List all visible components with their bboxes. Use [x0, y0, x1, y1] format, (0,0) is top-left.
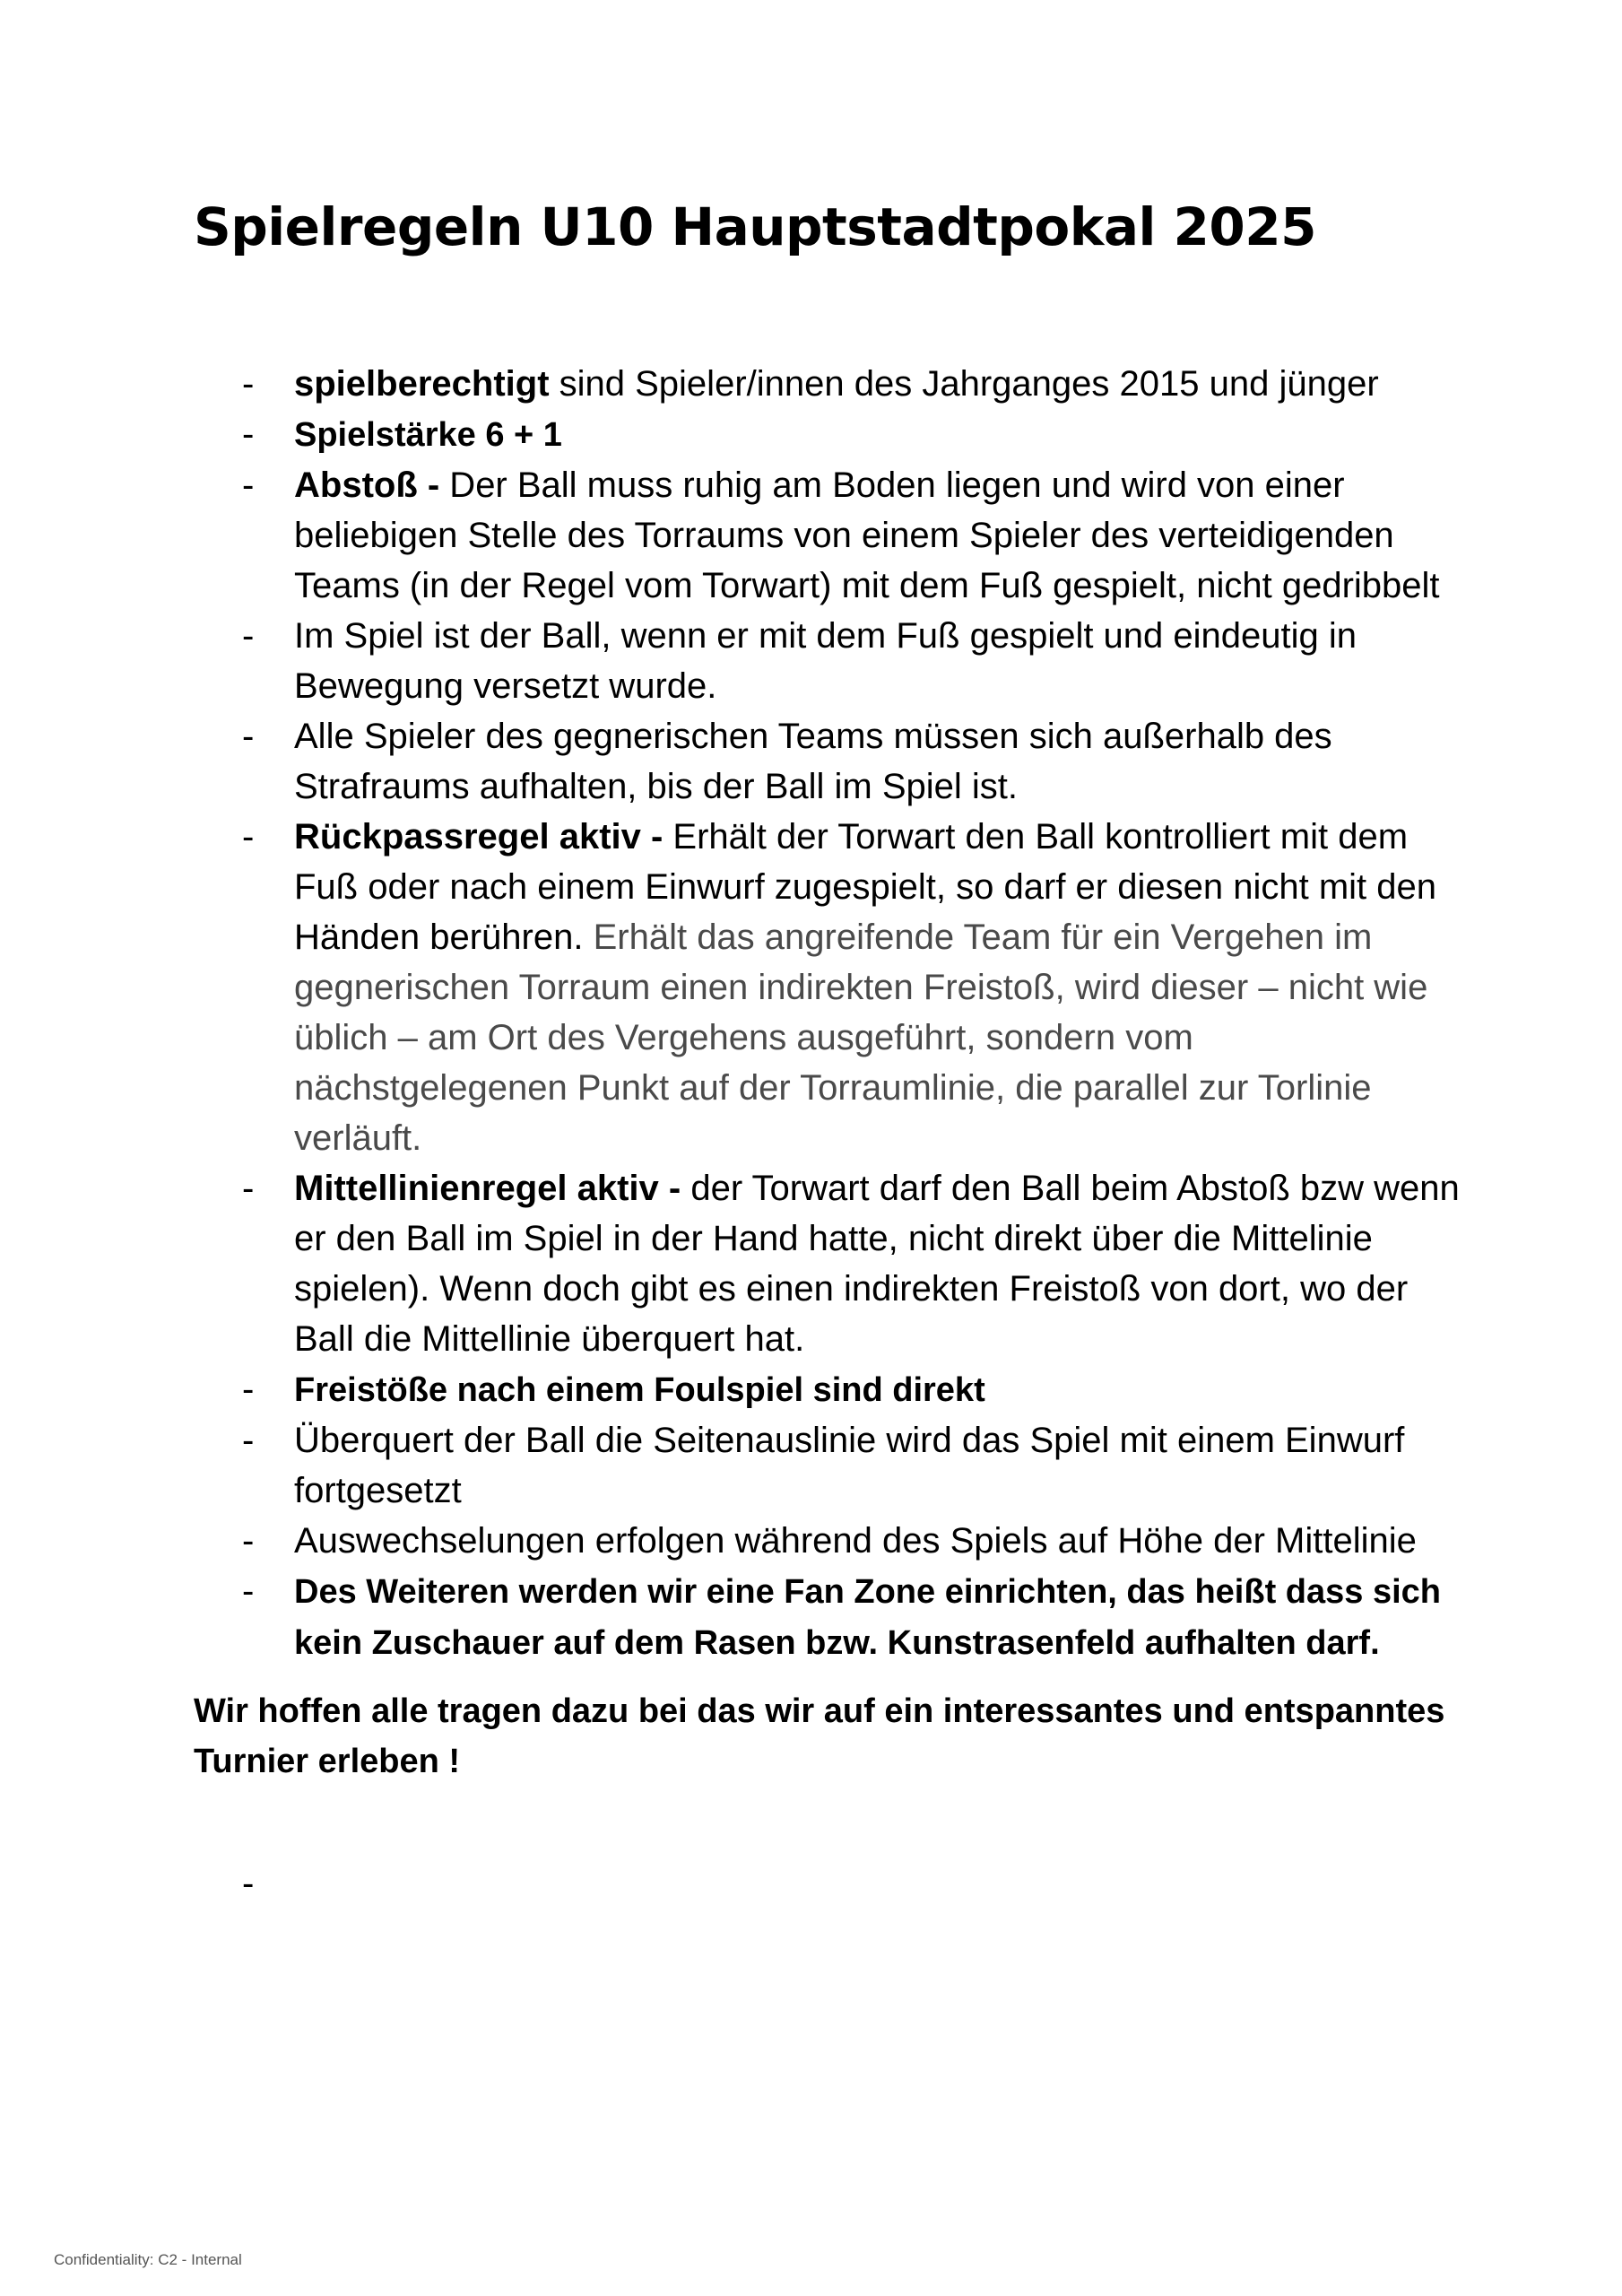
rule-eligibility	[242, 359, 1470, 409]
page-title: Spielregeln U10 Hauptstadtpokal 2025	[194, 196, 1316, 257]
rule-label: Rückpassregel aktiv -	[294, 817, 664, 857]
rule-text: Der Ball muss ruhig am Boden liegen und wird von einer beliebigen Stelle des Torraums von einem Spieler des verteidigenden Teams (in der Regel vom Torwart) mit dem Fuß gespielt, nicht gedribbelt	[294, 465, 1440, 605]
rule-text: Auswechselungen erfolgen während des Spiels auf Höhe der Mittelinie	[294, 1521, 1417, 1561]
confidentiality-footer: Confidentiality: C2 - Internal	[54, 2251, 242, 2268]
rule-label: Abstoß -	[294, 465, 440, 505]
rule-midline	[242, 1163, 1470, 1364]
rules-list	[242, 359, 1470, 1668]
trailing-dash: -	[242, 1864, 255, 1903]
closing-text: Wir hoffen alle tragen dazu bei das wir auf ein interessantes und entspanntes Turnier erleben !	[194, 1692, 1445, 1780]
rule-opponents-outside	[242, 711, 1470, 812]
rule-text-grey: Erhält das angreifende Team für ein Vergehen im gegnerischen Torraum einen indirekten Freistoß, wird dieser – nicht wie üblich – am Ort des Vergehens ausgeführt, sondern vom nächstgelegenen Punkt auf der Torraumlinie, die parallel zur Torlinie verläuft.	[294, 918, 1428, 1158]
rule-fan-zone	[242, 1566, 1470, 1668]
rule-free-kicks	[242, 1364, 1470, 1415]
rule-label: Des Weiteren werden wir eine Fan Zone einrichten, das heißt dass sich kein Zuschauer auf dem Rasen bzw. Kunstrasenfeld aufhalten darf.	[294, 1573, 1441, 1662]
rule-text: Im Spiel ist der Ball, wenn er mit dem Fuß gespielt und eindeutig in Bewegung versetzt wurde.	[294, 616, 1357, 706]
rule-team-size	[242, 409, 1470, 460]
rule-text: der Torwart darf den Ball beim Abstoß bzw wenn er den Ball im Spiel in der Hand hatte, nicht direkt über die Mittelinie spielen). Wenn doch gibt es einen indirekten Freistoß von dort, wo der Ball die Mittellinie überquert hat.	[294, 1169, 1460, 1359]
rule-throw-in	[242, 1415, 1470, 1516]
rule-label: Freistöße nach einem Foulspiel sind direkt	[294, 1371, 985, 1409]
rule-back-pass	[242, 812, 1470, 1163]
rule-label: Spielstärke 6 + 1	[294, 416, 562, 454]
rule-text: Alle Spieler des gegnerischen Teams müssen sich außerhalb des Strafraums aufhalten, bis der Ball im Spiel ist.	[294, 717, 1332, 806]
rule-text: Erhält der Torwart den Ball kontrolliert mit dem Fuß oder nach einem Einwurf zugespielt, so darf er diesen nicht mit den Händen berühren.	[294, 817, 1436, 957]
rule-label: Mittellinienregel aktiv -	[294, 1169, 681, 1208]
rule-substitutions	[242, 1516, 1470, 1566]
rule-label: spielberechtigt	[294, 364, 550, 404]
rule-goal-kick	[242, 460, 1470, 611]
rule-text: sind Spieler/innen des Jahrganges 2015 und jünger	[549, 364, 1379, 404]
rule-ball-in-play	[242, 611, 1470, 711]
rule-text: Überquert der Ball die Seitenauslinie wird das Spiel mit einem Einwurf fortgesetzt	[294, 1421, 1405, 1510]
